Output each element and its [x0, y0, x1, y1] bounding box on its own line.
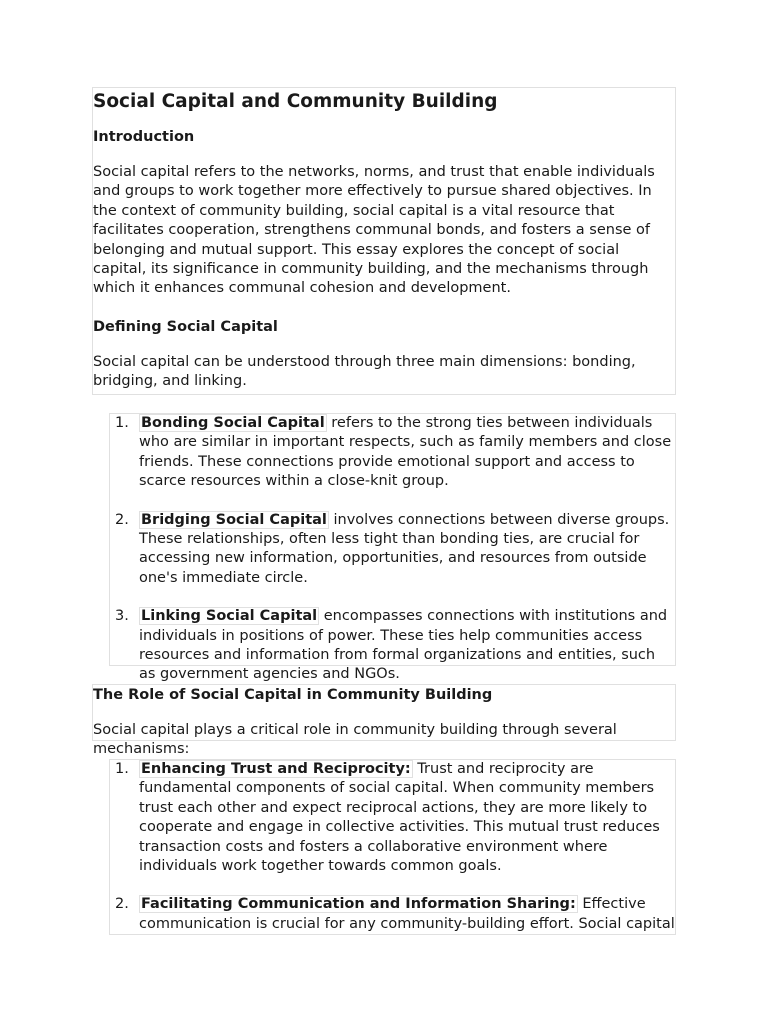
list-item	[110, 511, 675, 589]
paragraph-introduction: Social capital refers to the networks, norms, and trust that enable individuals and groups to work together more effectively to pursue shared objectives. In the context of community building, social capital is a vital resource that facilitates cooperation, strengthens communal bonds, and fosters a sense of belonging and mutual support. This essay explores the concept of social capital, its significance in community building, and the mechanisms through which it enhances communal cohesion and development.	[93, 164, 655, 297]
paragraph-defining: Social capital can be understood through three main dimensions: bonding, bridging, and linking.	[93, 353, 636, 390]
list-number: 1.	[115, 761, 129, 777]
heading-defining-social-capital: Defining Social Capital	[93, 318, 278, 335]
list-number: 1.	[115, 415, 129, 431]
list-number: 2.	[115, 511, 129, 528]
list-item-text: refers to the strong ties between individuals who are similar in important respects, such as family members and close friends. These connections provide emotional support and access to scarce resources within a close-knit group.	[139, 415, 672, 490]
term-trust-reciprocity: Enhancing Trust and Reciprocity:	[141, 761, 411, 777]
paragraph-role: Social capital plays a critical role in community building through several mechanisms:	[93, 722, 617, 758]
dimensions-list	[110, 414, 675, 685]
list-item-text: involves connections between diverse groups. These relationships, often less tight than bonding ties, are crucial for accessing new information, opportunities, and resources from outside one's immediate circle.	[139, 511, 670, 586]
term-bonding: Bonding Social Capital	[141, 415, 325, 431]
list-item	[110, 414, 675, 492]
list-item-text: Effective communication is crucial for any community-building effort. Social capital	[139, 896, 675, 932]
list-item-text: encompasses connections with institutions and individuals in positions of power. These ties help communities access resources and information from formal organizations and entities, such as government agencies and NGOs.	[139, 608, 668, 683]
section-role-block	[92, 684, 676, 758]
list-item	[110, 760, 675, 876]
section-intro-block	[92, 87, 676, 395]
list-item	[110, 895, 675, 934]
term-linking: Linking Social Capital	[141, 608, 318, 625]
term-communication: Facilitating Communication and Information Sharing:	[141, 896, 576, 913]
list-item-text: Trust and reciprocity are fundamental components of social capital. When community members trust each other and expect reciprocal actions, they are more likely to cooperate and engage in collective activities. This mutual trust reduces transaction costs and fosters a collaborative environment where individuals work together towards common goals.	[139, 761, 660, 875]
list-item	[110, 607, 675, 685]
term-bridging: Bridging Social Capital	[141, 511, 327, 528]
mechanisms-list-block	[109, 759, 676, 935]
list-number: 2.	[115, 896, 129, 913]
heading-introduction: Introduction	[93, 129, 195, 145]
heading-role: The Role of Social Capital in Community Building	[93, 687, 493, 703]
dimensions-list-block	[109, 413, 676, 683]
mechanisms-list	[110, 760, 675, 934]
page-title: Social Capital and Community Building	[93, 91, 498, 112]
list-number: 3.	[115, 608, 129, 625]
